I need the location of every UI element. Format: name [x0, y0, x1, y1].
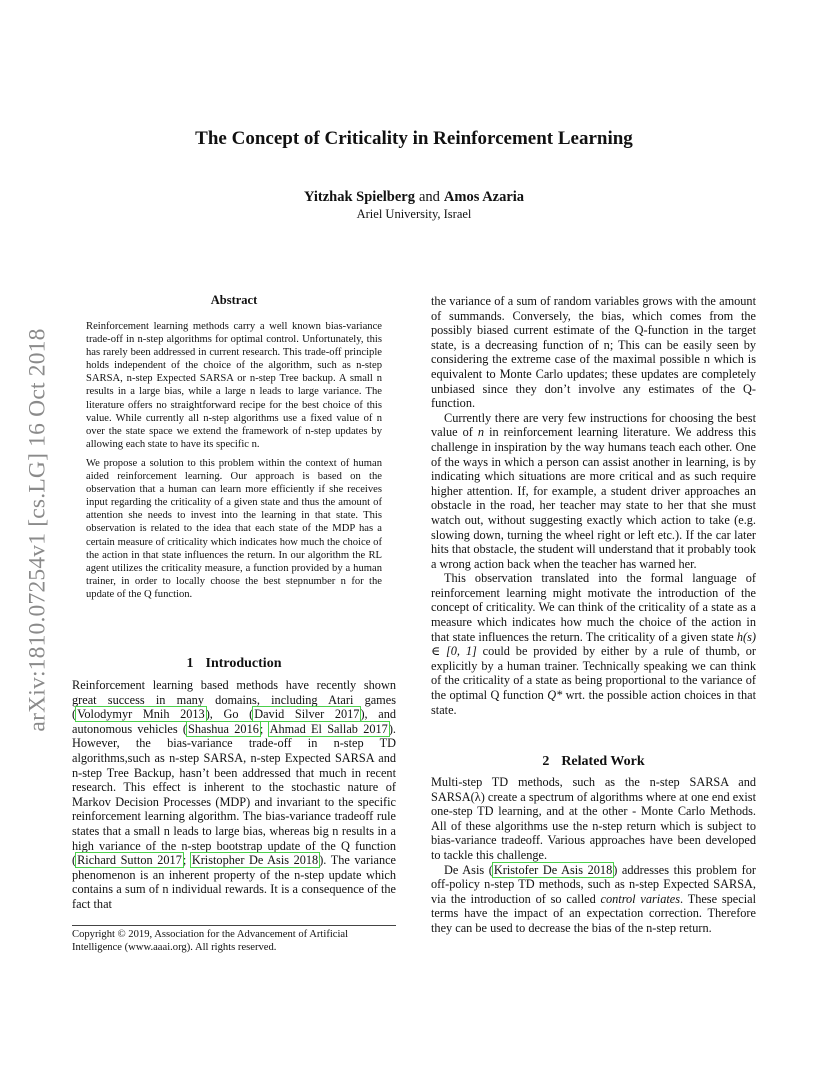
math-criticality: h(s) ∈ [0, 1] [431, 629, 756, 659]
copyright-footnote: Copyright © 2019, Association for the Advancement of Artificial Intelligence (www.aaai.org). All rights reserved. [72, 925, 396, 954]
section-title: Introduction [205, 656, 282, 671]
body-paragraph: Multi-step TD methods, such as the n-step SARSA and SARSA(λ) create a spectrum of algorithms where at one end exist one-step TD learning, and at the other - Monte Carlo Methods. All of these algorithms use the n-step return which is subject to bias-variance tradeoff. Various approaches have been developed to tackle this challenge. [431, 775, 756, 862]
abstract-paragraph-1: Reinforcement learning methods carry a well known bias-variance trade-off in n-step algorithms for optimal control. Unfortunately, this has rarely been addressed in current research. This trade-off principle holds independent of the choice of the algorithm, such as n-step SARSA, n-step Expected SARSA or n-step Tree backup. A small n results in a large bias, while a large n leads to large variance. The literature offers no straightforward recipe for the best choice of this value. While currently all n-step algorithms use a fixed value of n over the state space we extend the framework of n-step updates by allowing each state to have its specific n. [86, 321, 382, 450]
right-column-body [431, 294, 756, 717]
affiliation: Ariel University, Israel [356, 207, 472, 221]
citation-link[interactable]: David Silver 2017 [254, 707, 360, 722]
section-heading-related-work [431, 754, 756, 770]
author-2: Amos Azaria [443, 189, 525, 205]
introduction-paragraph: Reinforcement learning based methods have recently shown great success in many domains, including Atari games (Volodymyr Mnih 2013), Go (David Silver 2017), and autonomous vehicles (Shashua 2016; Ahmad El Sallab 2017). However, the bias-variance trade-off in n-step TD algorithms,such as n-step SARSA, n-step Expected SARSA and n-step Tree Backup, hasn’t been addressed that much in recent research. This effect is inherent to the stochastic nature of Markov Decision Processes (MDP) and invariant to the specific reinforcement learning algorithm. The bias-variance tradeoff rule states that a small n leads to large bias, whereas big n results in a high variance of the n-step bootstrap update of the Q function (Richard Sutton 2017; Kristopher De Asis 2018). The variance phenomenon is an inherent property of the n-step update which contains a sum of n individual rewards. It is a consequence of the fact that [72, 678, 397, 911]
author-joiner: and [418, 189, 440, 205]
citation-link[interactable]: Kristofer De Asis 2018 [493, 862, 613, 877]
author-list [100, 189, 728, 206]
citation-link[interactable]: Volodymyr Mnih 2013 [77, 707, 205, 722]
body-paragraph: the variance of a sum of random variables grows with the amount of summands. Conversely, the bias, which comes from the possibly biased current estimate of the Q-function in the target state, is a decreasing function of n; This can be easily seen by considering the extreme case of the maximal possible n which is equivalent to Monte Carlo updates; these updates are completely unbiased since they don’t involve any estimates of the Q-function. [431, 294, 756, 411]
citation-link[interactable]: Kristopher De Asis 2018 [191, 853, 319, 868]
section-title: Related Work [561, 754, 645, 769]
abstract-paragraph-2: We propose a solution to this problem within the context of human aided reinforcement learning. Our approach is based on the observation that a human can learn more efficiently if she receives input regarding the criticality of a given state and thus the amount of attention she needs to invest into the learning in that state. This observation is related to the idea that each state of the MDP has a certain measure of criticality which indicates how much the choice of the action in that state influences the return. In our algorithm the RL agent utilizes the criticality measure, a function provided by a human trainer, in order to locally choose the best stepnumber n for the update of the Q function. [86, 457, 382, 600]
citation-link[interactable]: Shashua 2016 [188, 721, 259, 736]
author-1: Yitzhak Spielberg [303, 189, 415, 205]
emphasis-text: control variates [600, 891, 681, 906]
paper-title: The Concept of Criticality in Reinforcement Learning [195, 128, 633, 149]
abstract-heading: Abstract [210, 293, 258, 307]
citation-link[interactable]: Ahmad El Sallab 2017 [269, 721, 388, 736]
body-paragraph: De Asis (Kristofer De Asis 2018) addresses this problem for off-policy n-step TD methods, such as n-step Expected SARSA, via the introduction of so called control variates. These special terms have the impact of an expectation correction. Therefore they can be used to decrease the bias of the n-step return. [431, 862, 756, 935]
section-number: 2 [542, 754, 550, 769]
abstract-body [86, 320, 382, 607]
math-n: n [477, 425, 485, 440]
body-paragraph: This observation translated into the formal language of reinforcement learning might motivate the introduction of the concept of criticality. We can think of the criticality of a state as a measure which indicates how much the choice of the action in that state influences the return. The criticality of a given state h(s) ∈ [0, 1] could be provided by either by a rule of thumb, or explicitly by a human trainer. Technically speaking we can think of the criticality of a state as being proportional to the variance of the optimal Q function Q* wrt. the possible action choices in that state. [431, 571, 756, 717]
introduction-body [72, 678, 396, 912]
section-heading-introduction [72, 656, 396, 672]
arxiv-identifier [8, 290, 68, 770]
section-number: 1 [186, 656, 194, 671]
math-q-star: Q* [547, 688, 563, 703]
related-work-body [431, 775, 756, 936]
body-paragraph: Currently there are very few instructions for choosing the best value of n in reinforcement learning literature. We address this challenge in inspiration by the way humans teach each other. One of the ways in which a person can assist another in learning, is by indicating which situations are more critical and as such require higher attention. If, for example, a student driver approaches an obstacle in the road, her teacher may state to her that she must watch out, without suggesting exactly which action to take (e.g. slowing down, turning the wheel right or left etc.). If the car later hits that obstacle, the student will understand that it probably took a wrong action back when the teacher has warned her. [431, 410, 756, 571]
citation-link[interactable]: Richard Sutton 2017 [77, 853, 182, 868]
arxiv-identifier-text: arXiv:1810.07254v1 [cs.LG] 16 Oct 2018 [24, 328, 51, 732]
